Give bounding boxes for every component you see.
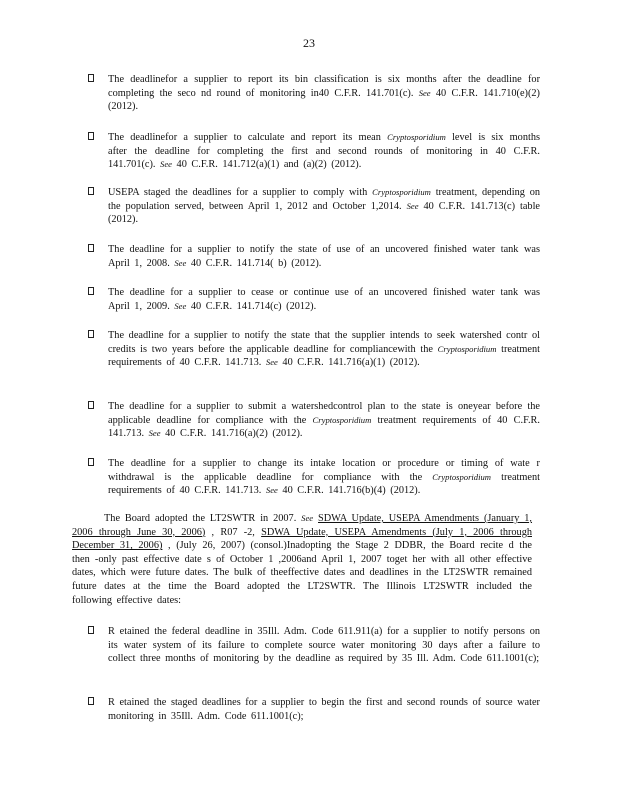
list-item bbox=[88, 400, 540, 441]
text-run: 40 C.F.R. 141.716(a)(2) (2012). bbox=[160, 428, 303, 439]
italic-run: Cryptosporidium bbox=[372, 187, 431, 197]
list-item-text bbox=[108, 286, 540, 313]
list-item bbox=[88, 243, 540, 270]
list-item-text bbox=[108, 131, 540, 172]
citation-title: SDWA Update, USEPA Amendments (July 1, 2006 through December 31, 2006) bbox=[72, 526, 532, 552]
italic-run: See bbox=[160, 159, 172, 169]
bullet-box-icon bbox=[88, 458, 94, 466]
text-run: level is six months after the deadline for completing the first and second rounds of monitoring in 40 C.F.R. 141.701(c). bbox=[108, 132, 540, 170]
list-item-text bbox=[108, 400, 540, 441]
text-run: , R07 -2, bbox=[205, 526, 262, 538]
text-run: treatment, depending on the population served, between April 1, 2012 and October 1,2014. bbox=[108, 187, 540, 212]
list-item-text bbox=[108, 73, 540, 114]
list-item-text bbox=[108, 243, 540, 270]
bullet-box-icon bbox=[88, 626, 94, 634]
list-item bbox=[88, 457, 540, 498]
page-number: 23 bbox=[303, 36, 315, 50]
bullet-box-icon bbox=[88, 401, 94, 409]
text-run: 40 C.F.R. 141.714(c) (2012). bbox=[186, 300, 317, 312]
bullet-box-icon bbox=[88, 74, 94, 82]
list-item-text bbox=[108, 329, 540, 370]
text-run: USEPA staged the deadlines for a supplier to comply with bbox=[108, 187, 373, 198]
text-run: The deadline for a supplier to change its intake location or procedure or timing of wate r withdrawal is the applicable deadline for compliance with the bbox=[108, 458, 540, 483]
italic-run: See bbox=[174, 257, 187, 268]
italic-run: See bbox=[418, 87, 431, 98]
text-run: 40 C.F.R. 141.713(c) table (2012). bbox=[108, 200, 540, 225]
bullet-box-icon bbox=[88, 330, 94, 338]
text-run: treatment requirements of 40 C.F.R. 141.713. bbox=[108, 343, 540, 368]
list-item bbox=[88, 625, 540, 666]
text-run: , (July 26, 2007) (consol.)Inadopting the Stage 2 DDBR, the Board recite d the then -only past effective date s of October 1 ,2006and April 1, 2007 toget her with all other effective dates, which were future dates. The bulk of theeffective dates and deadlines in the LT2SWTR remained future dates at the time the Board adopted the LT2SWTR. The Illinois LT2SWTR included the following effective dates: bbox=[72, 540, 532, 606]
italic-run: See bbox=[301, 513, 314, 523]
text-run: The Board adopted the LT2SWTR in 2007. bbox=[104, 513, 302, 524]
list-item-text bbox=[108, 625, 540, 666]
list-item bbox=[88, 329, 540, 370]
list-item bbox=[88, 286, 540, 313]
list-item bbox=[88, 73, 540, 114]
italic-run: See bbox=[265, 357, 278, 367]
list-item-text bbox=[108, 186, 540, 227]
bullet-box-icon bbox=[88, 244, 94, 252]
bullet-box-icon bbox=[88, 132, 94, 140]
text-run: The deadline for a supplier to notify the state of use of an uncovered finished water tank was April 1, 2008. bbox=[108, 244, 540, 269]
italic-run: Cryptosporidium bbox=[432, 471, 491, 482]
text-run: The deadlinefor a supplier to report its bin classification is six months after the deadline for completing the seco nd round of monitoring in40 C.F.R. 141.701(c). bbox=[108, 74, 540, 99]
list-item bbox=[88, 186, 540, 227]
text-run: The deadline for a supplier to cease or continue use of an uncovered finished water tank was April 1, 2009. bbox=[108, 287, 540, 312]
list-item-text bbox=[108, 457, 540, 498]
text-run: 40 C.F.R. 141.716(a)(1) (2012). bbox=[277, 357, 420, 368]
bullet-box-icon bbox=[88, 697, 94, 705]
italic-run: See bbox=[265, 485, 278, 495]
text-run: 40 C.F.R. 141.710(e)(2) (2012). bbox=[108, 87, 540, 112]
list-item bbox=[88, 131, 540, 172]
italic-run: See bbox=[406, 200, 419, 211]
text-run: 40 C.F.R. 141.716(b)(4) (2012). bbox=[277, 485, 421, 496]
body-paragraph bbox=[72, 512, 532, 607]
text-run: treatment requirements of 40 C.F.R. 141.713. bbox=[108, 471, 540, 496]
text-run: R etained the staged deadlines for a supplier to begin the first and second rounds of source water monitoring in 35Ill. Adm. Code 611.1001(c); bbox=[108, 697, 540, 722]
text-run: The deadlinefor a supplier to calculate and report its mean bbox=[108, 132, 388, 143]
italic-run: See bbox=[148, 428, 161, 438]
italic-run: See bbox=[174, 300, 187, 311]
italic-run: Cryptosporidium bbox=[312, 414, 372, 425]
italic-run: Cryptosporidium bbox=[387, 132, 446, 142]
list-item-text bbox=[108, 696, 540, 723]
text-run: The deadline for a supplier to submit a watershedcontrol plan to the state is oneyear before the applicable deadline for compliance with the bbox=[108, 401, 540, 426]
citation-title: SDWA Update, USEPA Amendments (January 1, 2006 through June 30, 2006) bbox=[72, 513, 533, 538]
text-run: treatment requirements of 40 C.F.R. 141.713. bbox=[108, 414, 540, 439]
text-run: The deadline for a supplier to notify the state that the supplier intends to seek watershed contr ol credits is two years before the applicable deadline for compliancewith the bbox=[108, 330, 540, 355]
bullet-box-icon bbox=[88, 287, 94, 295]
text-run: 40 C.F.R. 141.714( b) (2012). bbox=[186, 257, 322, 269]
text-run: R etained the federal deadline in 35Ill. Adm. Code 611.911(a) for a supplier to notify persons on its water system of its failure to complete source water monitoring 30 days after a failure to collect three months of monitoring by the deadline as required by 35 Ill. Adm. Code 611.1001(c); bbox=[108, 626, 540, 664]
text-run: 40 C.F.R. 141.712(a)(1) and (a)(2) (2012). bbox=[171, 159, 362, 170]
list-item bbox=[88, 696, 540, 723]
bullet-box-icon bbox=[88, 187, 94, 195]
italic-run: Cryptosporidium bbox=[437, 343, 497, 354]
